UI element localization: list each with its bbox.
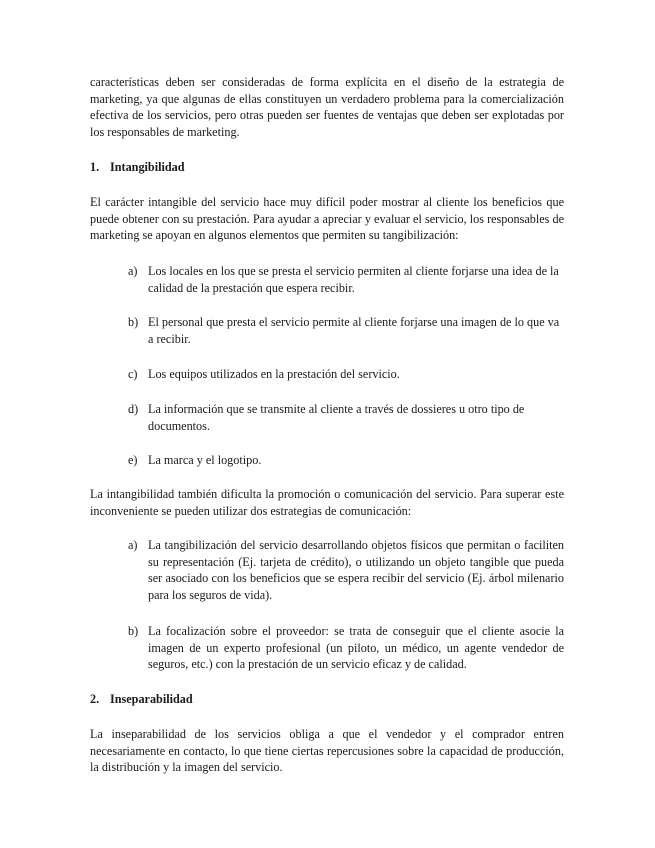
list-item: [128, 263, 564, 296]
list-marker: a): [128, 538, 138, 552]
list-marker: a): [128, 264, 138, 278]
list-marker: e): [128, 453, 138, 467]
list-item-text: La tangibilización del servicio desarrollando objetos físicos que permitan o faciliten su representación (Ej. tarjeta de crédito), o utilizando un objeto tangible que pueda ser asociado con los beneficios que se espera recibir del servicio (Ej. árbol milenario para los seguros de vida).: [148, 538, 564, 602]
list-item-text: El personal que presta el servicio permite al cliente forjarse una imagen de lo que va a recibir.: [148, 315, 560, 346]
section-number: 1.: [90, 160, 100, 174]
list-item-text: Los equipos utilizados en la prestación del servicio.: [148, 367, 400, 381]
list-item-text: La focalización sobre el proveedor: se trata de conseguir que el cliente asocie la imagen de un experto profesional (un piloto, un médico, un agente vendedor de seguros, etc.) con la prestación de un servicio eficaz y de calidad.: [148, 624, 564, 671]
list-marker: b): [128, 315, 139, 329]
list-item: [128, 537, 564, 603]
list-item-text: La marca y el logotipo.: [148, 453, 262, 467]
list-item: [128, 366, 564, 383]
intangibilidad-paragraph-2: La intangibilidad también dificulta la promoción o comunicación del servicio. Para superar este inconveniente se pueden utilizar dos estrategias de comunicación:: [90, 487, 564, 518]
list-marker: d): [128, 402, 139, 416]
section-number: 2.: [90, 692, 100, 706]
section-heading-intangibilidad: [90, 159, 185, 176]
list-marker: c): [128, 367, 138, 381]
list-item-text: La información que se transmite al cliente a través de dossieres u otro tipo de documentos.: [148, 402, 525, 433]
list-marker: b): [128, 624, 139, 638]
inseparabilidad-paragraph-1: La inseparabilidad de los servicios obliga a que el vendedor y el comprador entren necesariamente en contacto, lo que tiene ciertas repercusiones sobre la capacidad de producción, la distribución y la imagen del servicio.: [90, 727, 564, 774]
section-title: Intangibilidad: [110, 160, 185, 174]
intangibilidad-paragraph-1: El carácter intangible del servicio hace muy difícil poder mostrar al cliente los beneficios que puede obtener con su prestación. Para ayudar a apreciar y evaluar el servicio, los responsables de marketing se apoyan en algunos elementos que permiten su tangibilización:: [90, 195, 564, 242]
list-item-text: Los locales en los que se presta el servicio permiten al cliente forjarse una idea de la calidad de la prestación que espera recibir.: [148, 264, 559, 295]
list-item: [128, 314, 564, 347]
list-item: [128, 401, 564, 434]
section-title: Inseparabilidad: [110, 692, 193, 706]
list-item: [128, 452, 564, 469]
intro-paragraph: características deben ser consideradas de forma explícita en el diseño de la estrategia de marketing, ya que algunas de ellas constituyen un verdadero problema para la comercialización efectiva de los servicios, pero otras pueden ser fuentes de ventajas que deben ser explotadas por los responsables de marketing.: [90, 75, 564, 139]
list-item: [128, 623, 564, 673]
section-heading-inseparabilidad: [90, 691, 193, 708]
